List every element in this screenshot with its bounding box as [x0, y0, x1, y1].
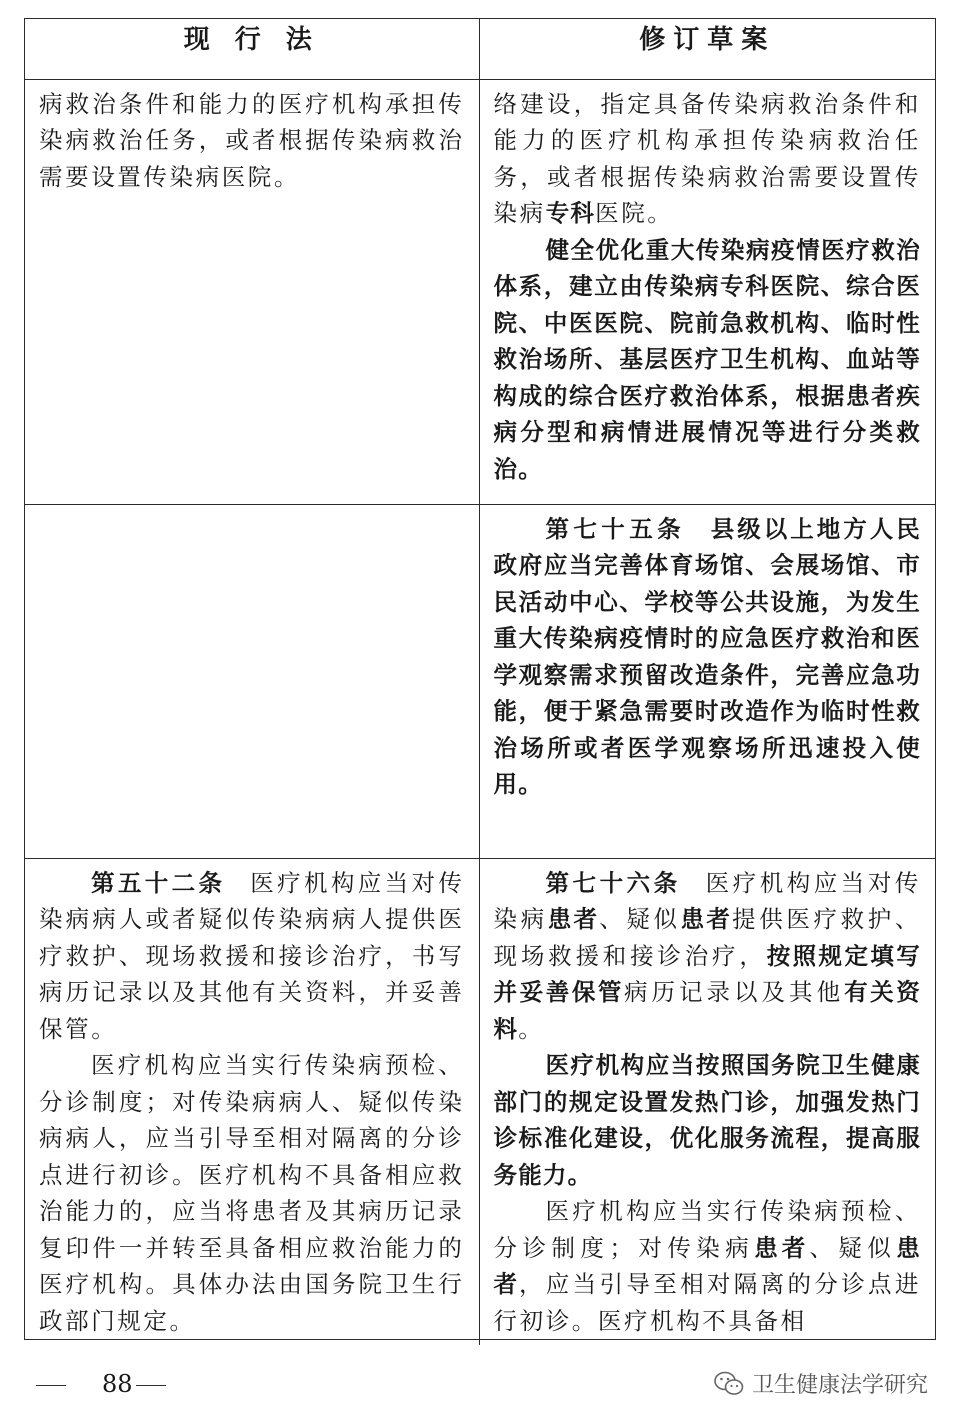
emphasized-text: 按照规定填写并妥善保管	[493, 941, 922, 1006]
page-footer	[24, 1366, 936, 1406]
table-header-row	[25, 19, 935, 79]
emphasized-text: 患者	[680, 905, 733, 933]
header-draft: 修订草案	[479, 19, 935, 79]
body-text: 、疑似	[599, 905, 681, 933]
emphasized-text: 有关资料	[493, 978, 921, 1043]
paragraph	[494, 1047, 922, 1193]
draft-cell	[479, 79, 935, 504]
body-text: 医疗机构应当实行传染病预检、分诊制度；对传染病	[493, 1197, 921, 1262]
current-law-cell	[25, 504, 479, 858]
paragraph	[494, 232, 922, 488]
body-text: 提供医疗救护、现场救援和接诊治疗，	[493, 905, 921, 970]
article-number: 第七十六条	[545, 868, 681, 897]
page-number-dash-left	[36, 1385, 66, 1386]
emphasized-text: 医疗机构应当按照国务院卫生健康部门的规定设置发热门诊，加强发热门诊标准化建设，优化服务流程，提高服务能力。	[493, 1051, 921, 1189]
paragraph	[494, 511, 922, 803]
paragraph	[39, 86, 465, 196]
body-text: 医疗机构应当实行传染病预检、分诊制度；对传染病病人、疑似传染病病人，应当引导至相对隔离的分诊点进行初诊。医疗机构不具备相应救治能力的，应当将患者及其病历记录复印件一并转至具备相应救治能力的医疗机构。具体办法由国务院卫生行政部门规定。	[39, 1051, 465, 1335]
body-text: 医疗机构应当对传染病病人或者疑似传染病病人提供医疗救护、现场救援和接诊治疗，书写病历记录以及其他有关资料，并妥善保管。	[39, 868, 465, 1043]
emphasized-text: 患者	[493, 1233, 921, 1298]
paragraph	[494, 86, 922, 232]
page-number: 88	[102, 1370, 133, 1398]
watermark-text: 卫生健康法学研究	[751, 1373, 928, 1398]
draft-cell	[479, 504, 935, 858]
paragraph	[494, 1193, 922, 1339]
comparison-table	[25, 19, 935, 1345]
watermark	[714, 1368, 928, 1399]
article-number: 第七十五条	[545, 514, 685, 543]
table-row	[25, 858, 935, 1345]
table-row	[25, 79, 935, 504]
paragraph	[494, 865, 922, 1048]
body-text: 医院。	[595, 199, 674, 227]
current-law-cell	[25, 858, 479, 1345]
emphasized-text: 患者	[547, 905, 600, 933]
emphasized-text: 县级以上地方人民政府应当完善体育场馆、会展场馆、市民活动中心、学校等公共设施，为发生重大传染病疫情时的应急医疗救治和医学观察需求预留改造条件，完善应急功能，便于紧急需要时改造作为临时性救治场所或者医学观察场所迅速投入使用。	[493, 514, 921, 798]
body-text: 、疑似	[809, 1233, 897, 1262]
article-number: 第五十二条	[91, 868, 226, 897]
draft-cell	[479, 858, 935, 1345]
comparison-table-frame	[24, 18, 936, 1340]
table-row	[25, 504, 935, 858]
wechat-icon	[714, 1371, 744, 1397]
emphasized-text: 患者	[754, 1233, 810, 1262]
body-text: 医疗机构应当对传染病	[493, 868, 921, 933]
body-text: 。	[518, 1014, 545, 1043]
body-text: ，应当引导至相对隔离的分诊点进行初诊。医疗机构不具备相	[493, 1270, 921, 1335]
paragraph	[39, 865, 465, 1048]
emphasized-text: 专科	[545, 199, 596, 227]
page-number-dash-right	[136, 1385, 166, 1386]
body-text: 病历记录以及其他	[624, 978, 845, 1006]
header-current-law: 现 行 法	[25, 19, 479, 79]
paragraph	[39, 1047, 465, 1339]
emphasized-text: 健全优化重大传染病疫情医疗救治体系，建立由传染病专科医院、综合医院、中医医院、院前急救机构、临时性救治场所、基层医疗卫生机构、血站等构成的综合医疗救治体系，根据患者疾病分型和病情进展情况等进行分类救治。	[493, 235, 921, 483]
body-text: 病救治条件和能力的医疗机构承担传染病救治任务，或者根据传染病救治需要设置传染病医院。	[39, 89, 465, 191]
body-text: 络建设，指定具备传染病救治条件和能力的医疗机构承担传染病救治任务，或者根据传染病救治需要设置传染病	[493, 89, 921, 227]
current-law-cell	[25, 79, 479, 504]
